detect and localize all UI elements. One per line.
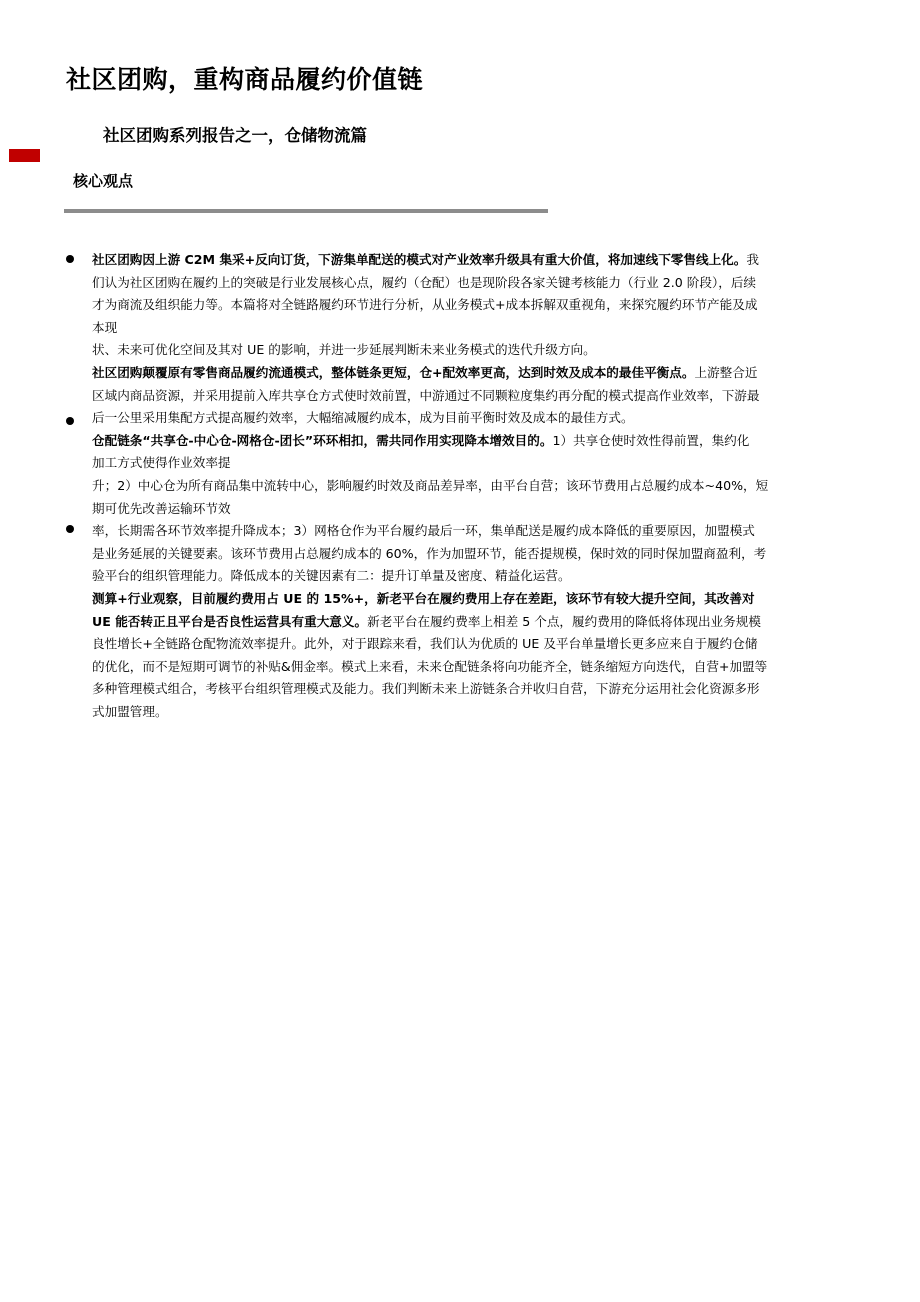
text-line [92,362,830,385]
bullet-icon [66,255,74,263]
text-run: 上游整合近 [694,364,758,380]
text-run: 1）共享仓使时效性得前置，集约化 [552,432,750,448]
text-line [92,678,830,701]
text-run: 升；2）中心仓为所有商品集中流转中心，影响履约时效及商品差异率，由平台自营；该环节费用占总履约成本~40%，短 [92,477,769,493]
bold-run: 测算+行业观察，目前履约费用占 UE 的 15%+，新老平台在履约费用上存在差距，该环节有较大提升空间，其改善对 [92,590,755,606]
text-line [92,633,830,656]
text-run: 状、未来可优化空间及其对 UE 的影响，并进一步延展判断未来业务模式的迭代升级方向。 [92,342,596,358]
text-line [92,701,830,724]
text-run: 才为商流及组织能力等。本篇将对全链路履约环节进行分析，从业务模式+成本拆解双重视角，来探究履约环节产能及成 [92,297,758,313]
text-run: 期可优先改善运输环节效 [92,500,231,516]
bold-run: UE 能否转正且平台是否良性运营具有重大意义。 [92,613,368,629]
text-line [92,543,830,566]
text-line [92,407,830,430]
section-divider [64,209,548,213]
text-run: 我 [746,252,759,267]
text-line [92,565,830,588]
bold-run: 社区团购因上游 C2M 集采+反向订货，下游集单配送的模式对产业效率升级具有重大价值，将加速线下零售线上化。 [92,252,747,267]
text-line [92,452,830,475]
text-line [92,317,830,340]
text-line [92,656,830,679]
text-line [92,272,830,295]
report-subtitle: 社区团购系列报告之一，仓储物流篇 [103,126,367,145]
text-run: 式加盟管理。 [92,703,168,719]
text-run: 加工方式使得作业效率提 [92,455,231,471]
text-run: 验平台的组织管理能力。降低成本的关键因素有二：提升订单量及密度、精益化运营。 [92,568,571,584]
text-line [92,611,830,634]
text-run: 新老平台在履约费率上相差 5 个点，履约费用的降低将体现出业务规模 [367,613,761,629]
text-run: 良性增长+全链路仓配物流效率提升。此外，对于跟踪来看，我们认为优质的 UE 及平台单量增长更多应来自于履约仓储 [92,636,758,652]
text-line [92,498,830,521]
text-run: 区域内商品资源，并采用提前入库共享仓方式使时效前置，中游通过不同颗粒度集约再分配的模式提高作业效率，下游最 [92,387,760,403]
accent-bar [9,149,40,162]
bold-run: 社区团购颠覆原有零售商品履约流通模式，整体链条更短，仓+配效率更高，达到时效及成本的最佳平衡点。 [92,364,695,380]
text-line [92,430,830,453]
bullet-icon [66,525,74,533]
text-run: 后一公里采用集配方式提高履约效率，大幅缩减履约成本，成为目前平衡时效及成本的最佳方式。 [92,410,634,426]
text-line [92,294,830,317]
text-run: 多种管理模式组合，考核平台组织管理模式及能力。我们判断未来上游链条合并收归自营，下游充分运用社会化资源多形 [92,681,760,697]
text-line [92,475,830,498]
text-run: 们认为社区团购在履约上的突破是行业发展核心点，履约（仓配）也是现阶段各家关键考核能力（行业 2.0 阶段），后续 [92,274,757,290]
text-line [92,588,830,611]
text-line [92,249,830,272]
text-run: 的优化，而不是短期可调节的补贴&佣金率。模式上来看，未来仓配链条将向功能齐全，链条缩短方向迭代，自营+加盟等 [92,658,768,674]
bold-run: 仓配链条“共享仓-中心仓-网格仓-团长”环环相扣，需共同作用实现降本增效目的。 [92,432,553,448]
report-title: 社区团购，重构商品履约价值链 [66,65,424,94]
text-line [92,385,830,408]
text-run: 是业务延展的关键要素。该环节费用占总履约成本的 60%，作为加盟环节，能否提规模，保时效的同时保加盟商盈利，考 [92,545,767,561]
text-line [92,339,830,362]
text-run: 率，长期需各环节效率提升降成本；3）网格仓作为平台履约最后一环，集单配送是履约成本降低的重要原因，加盟模式 [92,523,755,539]
bullet-icon [66,417,74,425]
key-points-body [92,249,830,723]
text-run: 本现 [92,319,118,335]
section-label: 核心观点 [73,172,134,190]
text-line [92,520,830,543]
